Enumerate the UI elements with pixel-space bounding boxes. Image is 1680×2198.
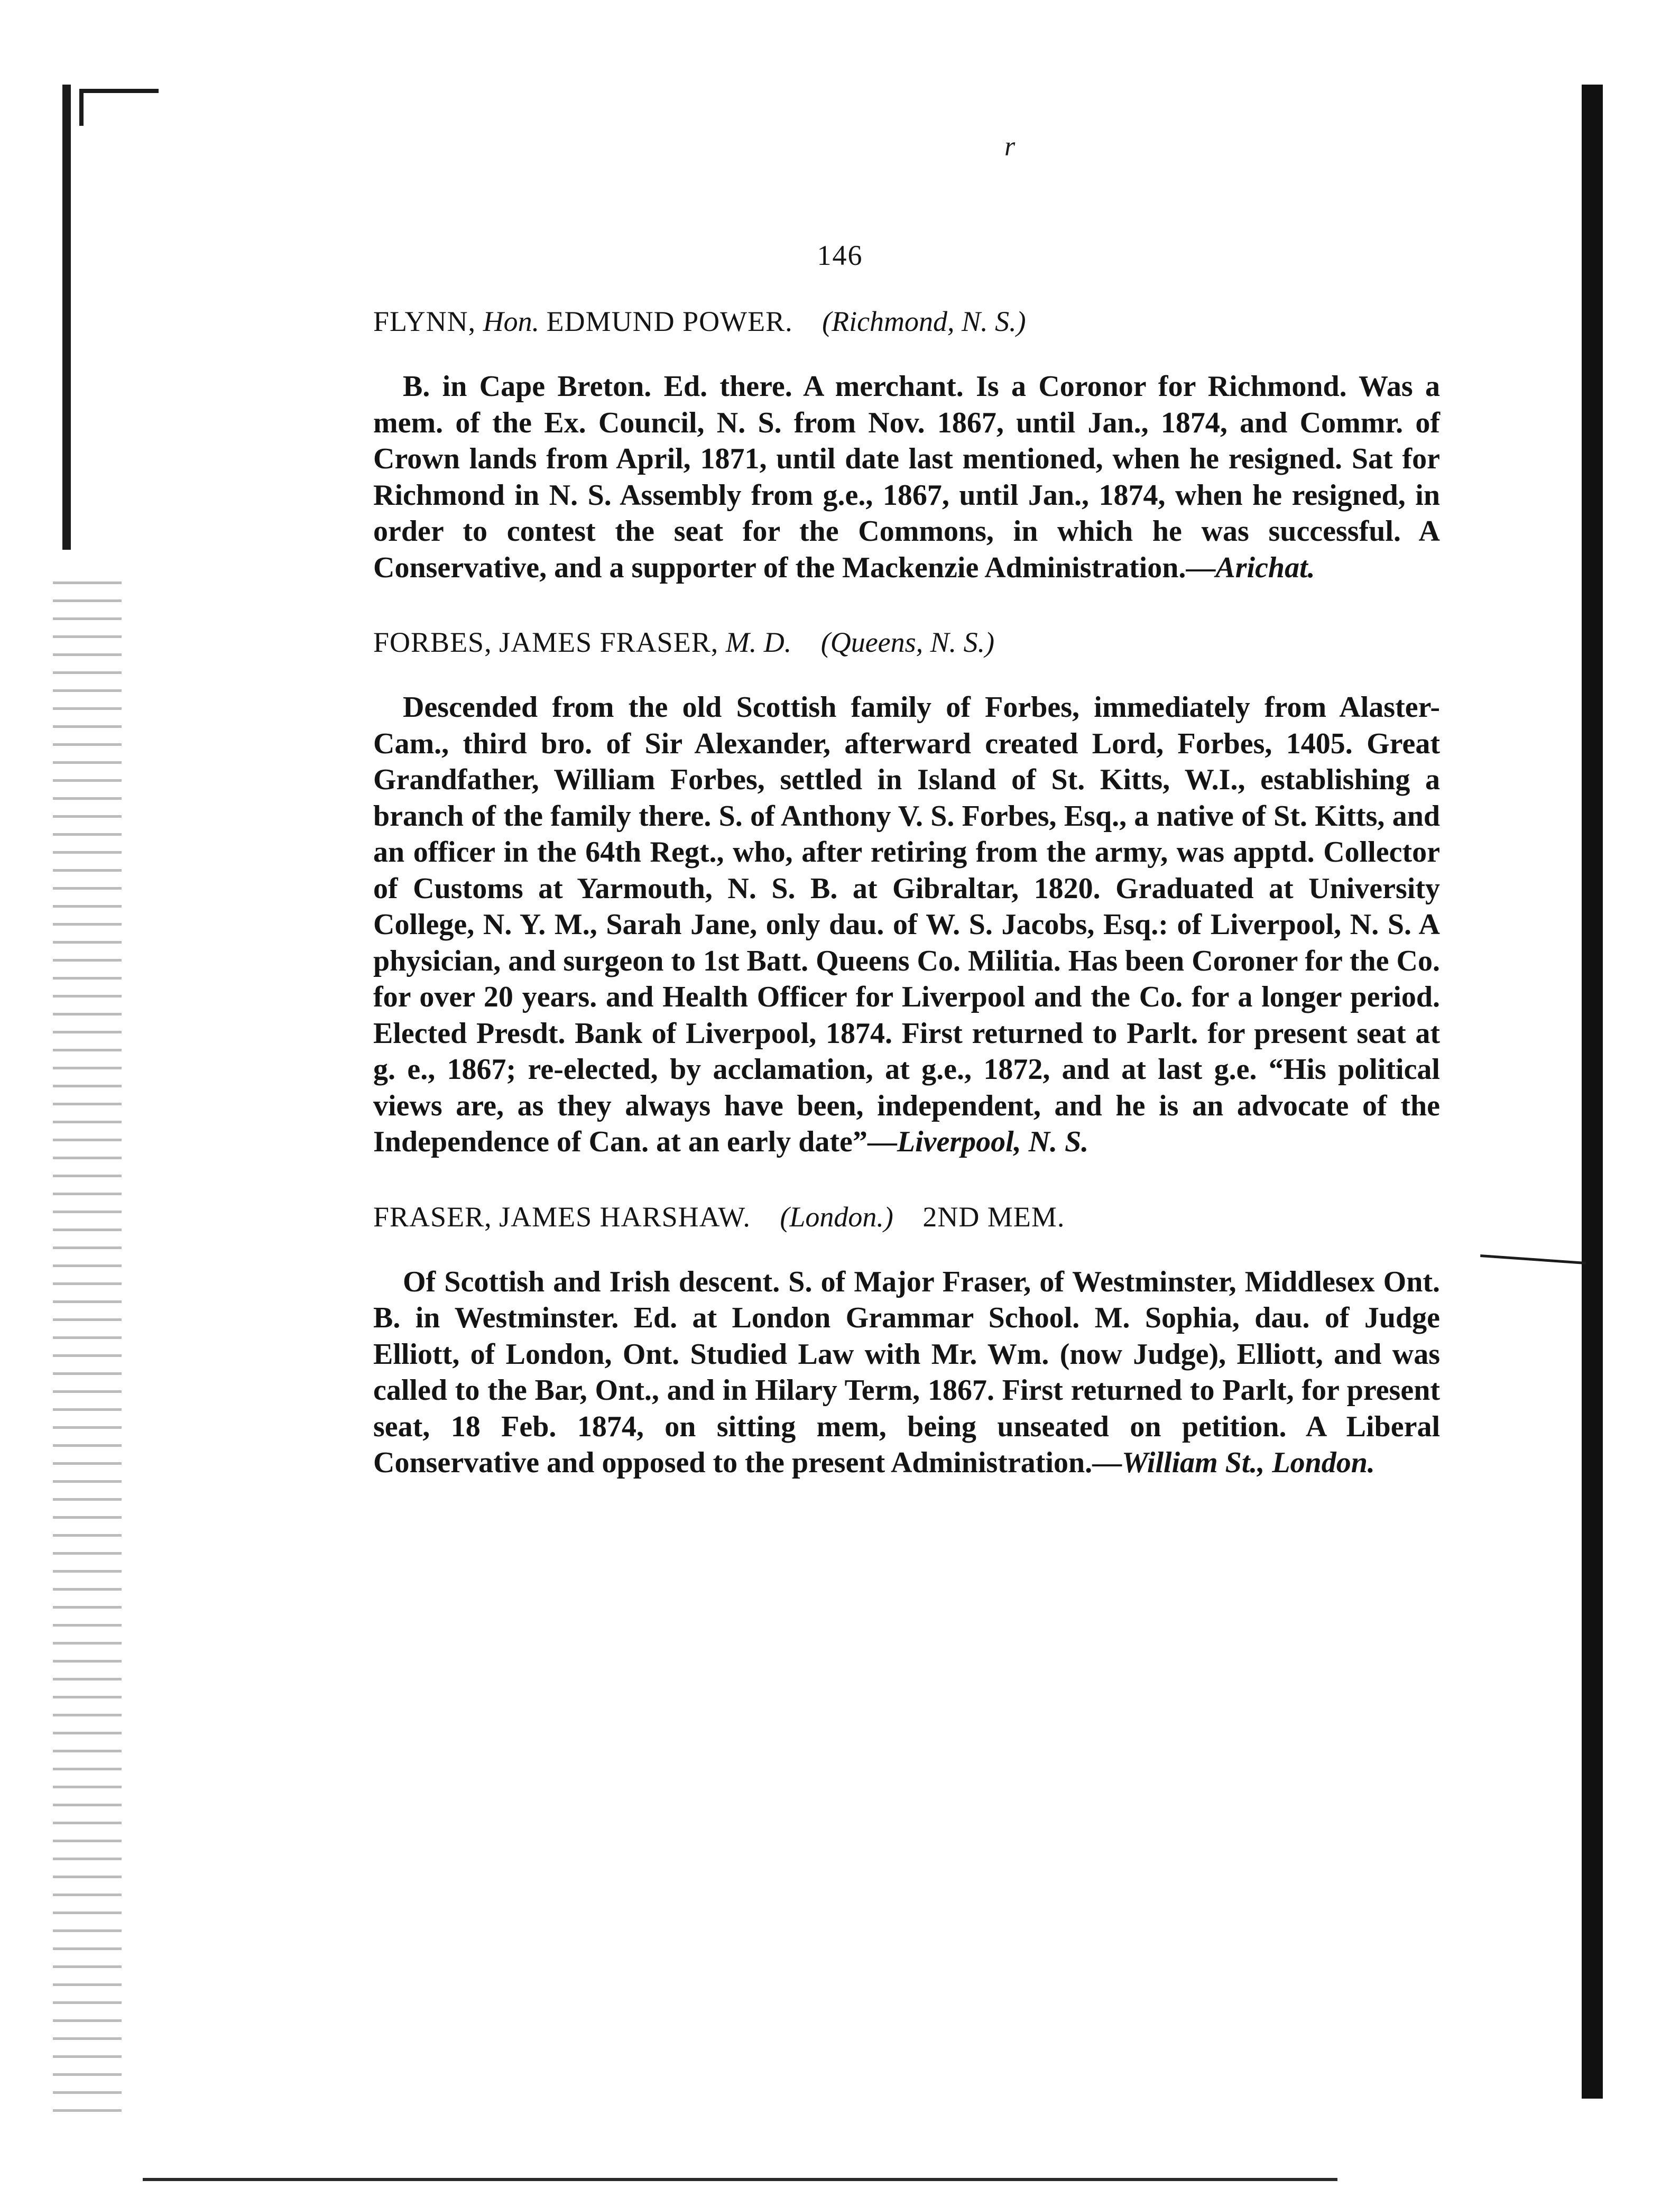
entry-heading — [373, 299, 1440, 344]
entry-address: William St., London. — [1122, 1446, 1375, 1479]
entry-body — [373, 689, 1440, 1160]
entry-biography: B. in Cape Breton. Ed. there. A merchant. Is a Coronor for Richmond. Was a mem. of the Ex. Council, N. S. from Nov. 1867, until Jan., 1874, and Commr. of Crown lands from April, 1871, until date last mentioned, when he resigned. Sat for Richmond in N. S. Assembly from g.e., 1867, until Jan., 1874, when he resigned, in order to contest the seat for the Commons, in which he was successful. A Conservative, and a supporter of the Mackenzie Administration.— — [373, 370, 1440, 584]
page-number: 146 — [817, 239, 863, 271]
entry-address: Liverpool, N. S. — [897, 1125, 1089, 1158]
scan-edge-right — [1582, 85, 1603, 2099]
entry-constituency: (London.) — [780, 1200, 893, 1233]
entry-body — [373, 1264, 1440, 1481]
scan-bracket-side — [79, 89, 84, 126]
entry-member-note: 2ND MEM. — [922, 1200, 1065, 1233]
entry-heading — [373, 1194, 1440, 1240]
scan-edge-bottom — [143, 2178, 1337, 2181]
entry-surname: FLYNN, — [373, 306, 476, 337]
entry-flynn — [373, 299, 1440, 586]
entry-address: Arichat. — [1215, 551, 1315, 584]
entry-heading — [373, 620, 1440, 665]
entry-biography: Descended from the old Scottish family of Forbes, immediately from Alaster-Cam., third bro. of Sir Alexander, afterward created Lord, Forbes, 1405. Great Grandfather, William Forbes, settled in Island of St. Kitts, W.I., establishing a branch of the family there. S. of Anthony V. S. Forbes, Esq., a native of St. Kitts, and an officer in the 64th Regt., who, after retiring from the army, was apptd. Collector of Customs at Yarmouth, N. S. B. at Gibraltar, 1820. Graduated at University College, N. Y. M., Sarah Jane, only dau. of W. S. Jacobs, Esq.: of Liverpool, N. S. A physician, and surgeon to 1st Batt. Queens Co. Militia. Has been Coroner for the Co. for over 20 years. and Health Officer for Liverpool and the Co. for a longer period. Elected Presdt. Bank of Liverpool, 1874. First returned to Parlt. for present seat at g. e., 1867; re-elected, by acclamation, at g.e., 1872, and at last g.e. “His political views are, as they always have been, independent, and he is an advocate of the Independence of Can. at an early date”— — [373, 691, 1440, 1158]
entry-forbes — [373, 620, 1440, 1160]
entry-surname: FORBES, — [373, 626, 492, 658]
scan-edge-left — [62, 85, 71, 550]
entry-given-names: JAMES HARSHAW. — [499, 1200, 751, 1233]
entry-given-names: EDMUND POWER. — [546, 306, 793, 337]
scan-specks-left — [53, 581, 122, 2114]
pen-mark: r — [1004, 132, 1016, 162]
entry-fraser — [373, 1194, 1440, 1481]
entry-biography: Of Scottish and Irish descent. S. of Major Fraser, of Westminster, Middlesex Ont. B. in Westminster. Ed. at London Grammar School. M. Sophia, dau. of Judge Elliott, of London, Ont. Studied Law with Mr. Wm. (now Judge), Elliott, and was called to the Bar, Ont., and in Hilary Term, 1867. First returned to Parlt, for present seat, 18 Feb. 1874, on sitting mem, being unseated on petition. A Liberal Conservative and opposed to the present Administration.— — [373, 1265, 1440, 1479]
scan-mark-right — [1480, 1254, 1586, 1264]
entry-constituency: (Richmond, N. S.) — [822, 306, 1026, 337]
entry-degree: M. D. — [725, 626, 792, 658]
text-column — [373, 299, 1440, 1515]
entry-body — [373, 368, 1440, 586]
scan-bracket-top — [79, 89, 159, 93]
entry-honorific: Hon. — [483, 306, 540, 337]
entry-surname: FRASER, — [373, 1200, 492, 1233]
entry-given-names: JAMES FRASER, — [499, 626, 719, 658]
entry-constituency: (Queens, N. S.) — [820, 626, 995, 658]
